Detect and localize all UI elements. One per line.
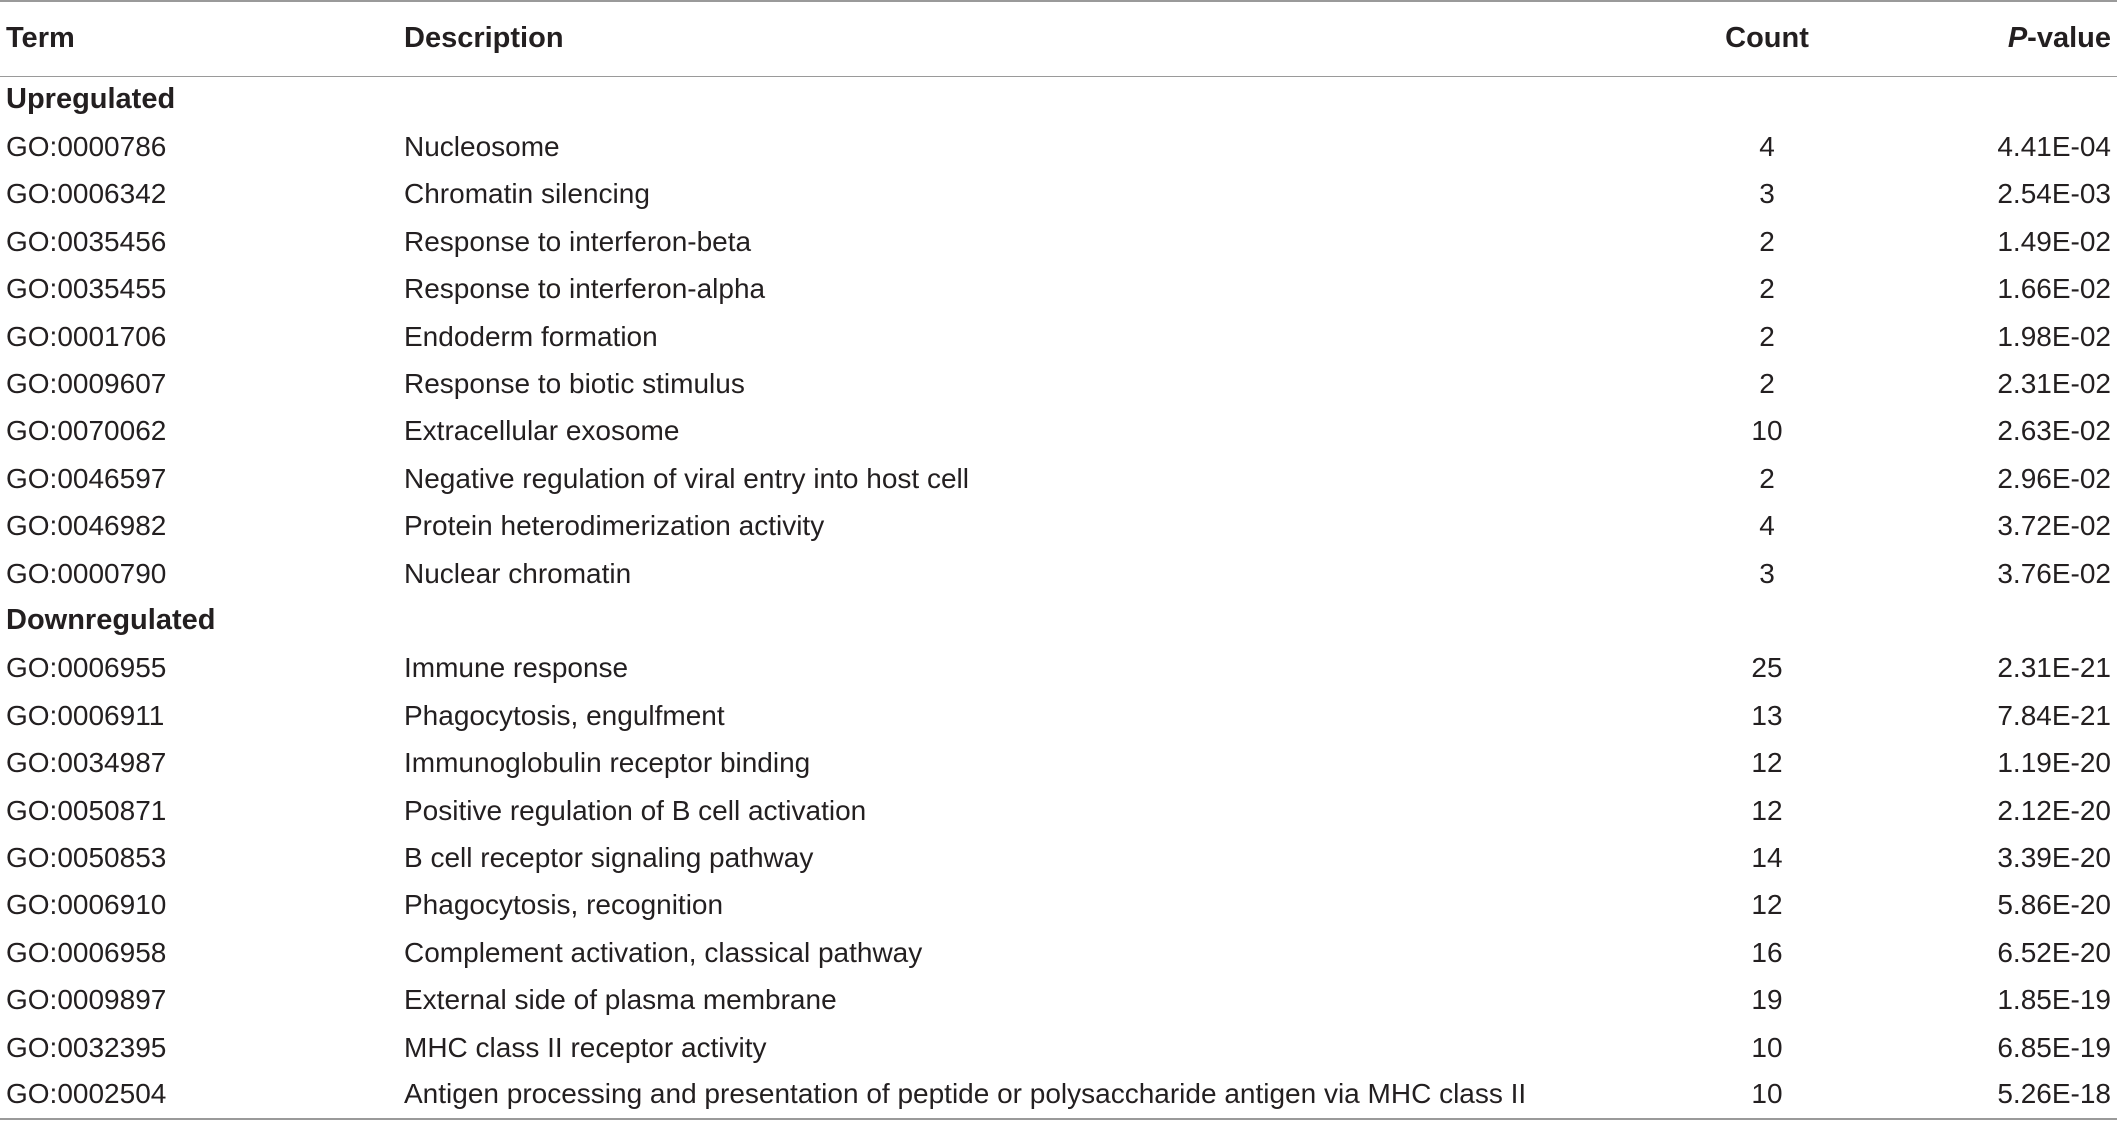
group-header-row (0, 76, 2117, 123)
cell-pvalue: 1.66E-02 (1997, 273, 2111, 305)
cell-count: 4 (1759, 131, 1775, 163)
cell-count: 4 (1759, 510, 1775, 542)
cell-description: Endoderm formation (404, 320, 658, 352)
cell-count: 12 (1751, 747, 1783, 779)
cell-pvalue: 4.41E-04 (1997, 131, 2111, 163)
cell-pvalue: 2.54E-03 (1997, 178, 2111, 210)
cell-term: GO:0002504 (0, 1071, 404, 1118)
table-row (0, 408, 2117, 455)
cell-description: Response to biotic stimulus (404, 368, 745, 400)
column-header-description: Description (404, 1, 1677, 76)
cell-pvalue: 2.12E-20 (1997, 794, 2111, 826)
table-row (0, 929, 2117, 976)
cell-description: Complement activation, classical pathway (404, 936, 923, 968)
cell-term: GO:0035455 (6, 273, 167, 305)
cell-count: 12 (1751, 794, 1783, 826)
cell-description: Phagocytosis, engulfment (404, 699, 725, 731)
cell-description: MHC class II receptor activity (404, 1031, 767, 1063)
cell-description: Nuclear chromatin (404, 557, 632, 589)
cell-pvalue: 2.31E-02 (1997, 368, 2111, 400)
table-row (0, 218, 2117, 265)
table-row (0, 266, 2117, 313)
cell-count: 19 (1751, 984, 1783, 1016)
cell-term: GO:0009897 (6, 984, 167, 1016)
cell-pvalue: 1.49E-02 (1997, 225, 2111, 257)
column-header-pvalue-italic: P (2007, 22, 2028, 55)
cell-count: 2 (1759, 225, 1775, 257)
table-row (0, 123, 2117, 170)
cell-pvalue: 1.98E-02 (1997, 320, 2111, 352)
table-row (0, 171, 2117, 218)
table-row (0, 834, 2117, 881)
cell-pvalue: 3.72E-02 (1997, 510, 2111, 542)
cell-count: 2 (1759, 462, 1775, 494)
table-header (0, 1, 2117, 76)
cell-description: Protein heterodimerization activity (404, 510, 825, 542)
cell-description: Response to interferon-alpha (404, 273, 766, 305)
cell-description: Phagocytosis, recognition (404, 889, 724, 921)
cell-term: GO:0006342 (6, 178, 167, 210)
cell-description: Extracellular exosome (404, 415, 680, 447)
cell-pvalue: 2.96E-02 (1997, 462, 2111, 494)
column-header-pvalue-rest: -value (2027, 22, 2111, 55)
cell-pvalue: 3.39E-20 (1997, 841, 2111, 873)
cell-pvalue: 1.85E-19 (1997, 984, 2111, 1016)
cell-pvalue: 3.76E-02 (1997, 557, 2111, 589)
cell-count: 25 (1751, 652, 1783, 684)
cell-pvalue: 6.52E-20 (1997, 936, 2111, 968)
cell-term: GO:0009607 (6, 368, 167, 400)
cell-pvalue: 7.84E-21 (1997, 699, 2111, 731)
table-row (0, 1071, 2117, 1118)
cell-description: B cell receptor signaling pathway (404, 841, 814, 873)
cell-term: GO:0070062 (6, 415, 167, 447)
group-label: Upregulated (6, 83, 176, 116)
cell-term: GO:0034987 (6, 747, 167, 779)
cell-count: 14 (1751, 841, 1783, 873)
cell-pvalue: 6.85E-19 (1997, 1031, 2111, 1063)
cell-term: GO:0000786 (6, 131, 167, 163)
table-row (0, 787, 2117, 834)
cell-pvalue: 5.86E-20 (1997, 889, 2111, 921)
cell-description: Response to interferon-beta (404, 225, 752, 257)
cell-count: 10 (1751, 415, 1783, 447)
table-row (0, 360, 2117, 407)
table-row (0, 882, 2117, 929)
cell-count: 16 (1751, 936, 1783, 968)
column-header-count: Count (1677, 1, 1857, 76)
column-header-term: Term (0, 1, 404, 76)
cell-count: 10 (1677, 1071, 1857, 1118)
cell-count: 2 (1759, 368, 1775, 400)
table-row (0, 976, 2117, 1023)
cell-term: GO:0050853 (6, 841, 167, 873)
table-body (0, 76, 2117, 1119)
cell-count: 2 (1759, 320, 1775, 352)
cell-description: External side of plasma membrane (404, 984, 837, 1016)
cell-term: GO:0006910 (6, 889, 167, 921)
table-row (0, 550, 2117, 597)
cell-pvalue: 2.31E-21 (1997, 652, 2111, 684)
cell-term: GO:0032395 (6, 1031, 167, 1063)
cell-count: 2 (1759, 273, 1775, 305)
cell-term: GO:0050871 (6, 794, 167, 826)
cell-description: Negative regulation of viral entry into host cell (404, 462, 969, 494)
cell-term: GO:0000790 (6, 557, 167, 589)
cell-term: GO:0035456 (6, 225, 167, 257)
cell-count: 3 (1759, 557, 1775, 589)
table-row (0, 692, 2117, 739)
table-row (0, 503, 2117, 550)
column-header-pvalue (1857, 1, 2117, 76)
cell-pvalue: 2.63E-02 (1997, 415, 2111, 447)
table-row (0, 1024, 2117, 1071)
cell-term: GO:0006955 (6, 652, 167, 684)
cell-term: GO:0046597 (6, 462, 167, 494)
header-row (0, 1, 2117, 76)
group-label: Downregulated (6, 604, 216, 637)
cell-count: 3 (1759, 178, 1775, 210)
cell-term: GO:0001706 (6, 320, 167, 352)
cell-description: Antigen processing and presentation of peptide or polysaccharide antigen via MHC class II (404, 1071, 1677, 1118)
table-row (0, 313, 2117, 360)
cell-pvalue: 1.19E-20 (1997, 747, 2111, 779)
cell-description: Chromatin silencing (404, 178, 650, 210)
cell-description: Nucleosome (404, 131, 560, 163)
cell-count: 10 (1751, 1031, 1783, 1063)
cell-description: Immunoglobulin receptor binding (404, 747, 811, 779)
cell-term: GO:0046982 (6, 510, 167, 542)
group-header-row (0, 597, 2117, 644)
cell-term: GO:0006911 (6, 699, 165, 731)
cell-count: 13 (1751, 699, 1783, 731)
cell-count: 12 (1751, 889, 1783, 921)
table-row (0, 645, 2117, 692)
table-row (0, 455, 2117, 502)
table-row (0, 739, 2117, 786)
cell-term: GO:0006958 (6, 936, 167, 968)
cell-pvalue: 5.26E-18 (1857, 1071, 2117, 1118)
cell-description: Positive regulation of B cell activation (404, 794, 867, 826)
cell-description: Immune response (404, 652, 629, 684)
